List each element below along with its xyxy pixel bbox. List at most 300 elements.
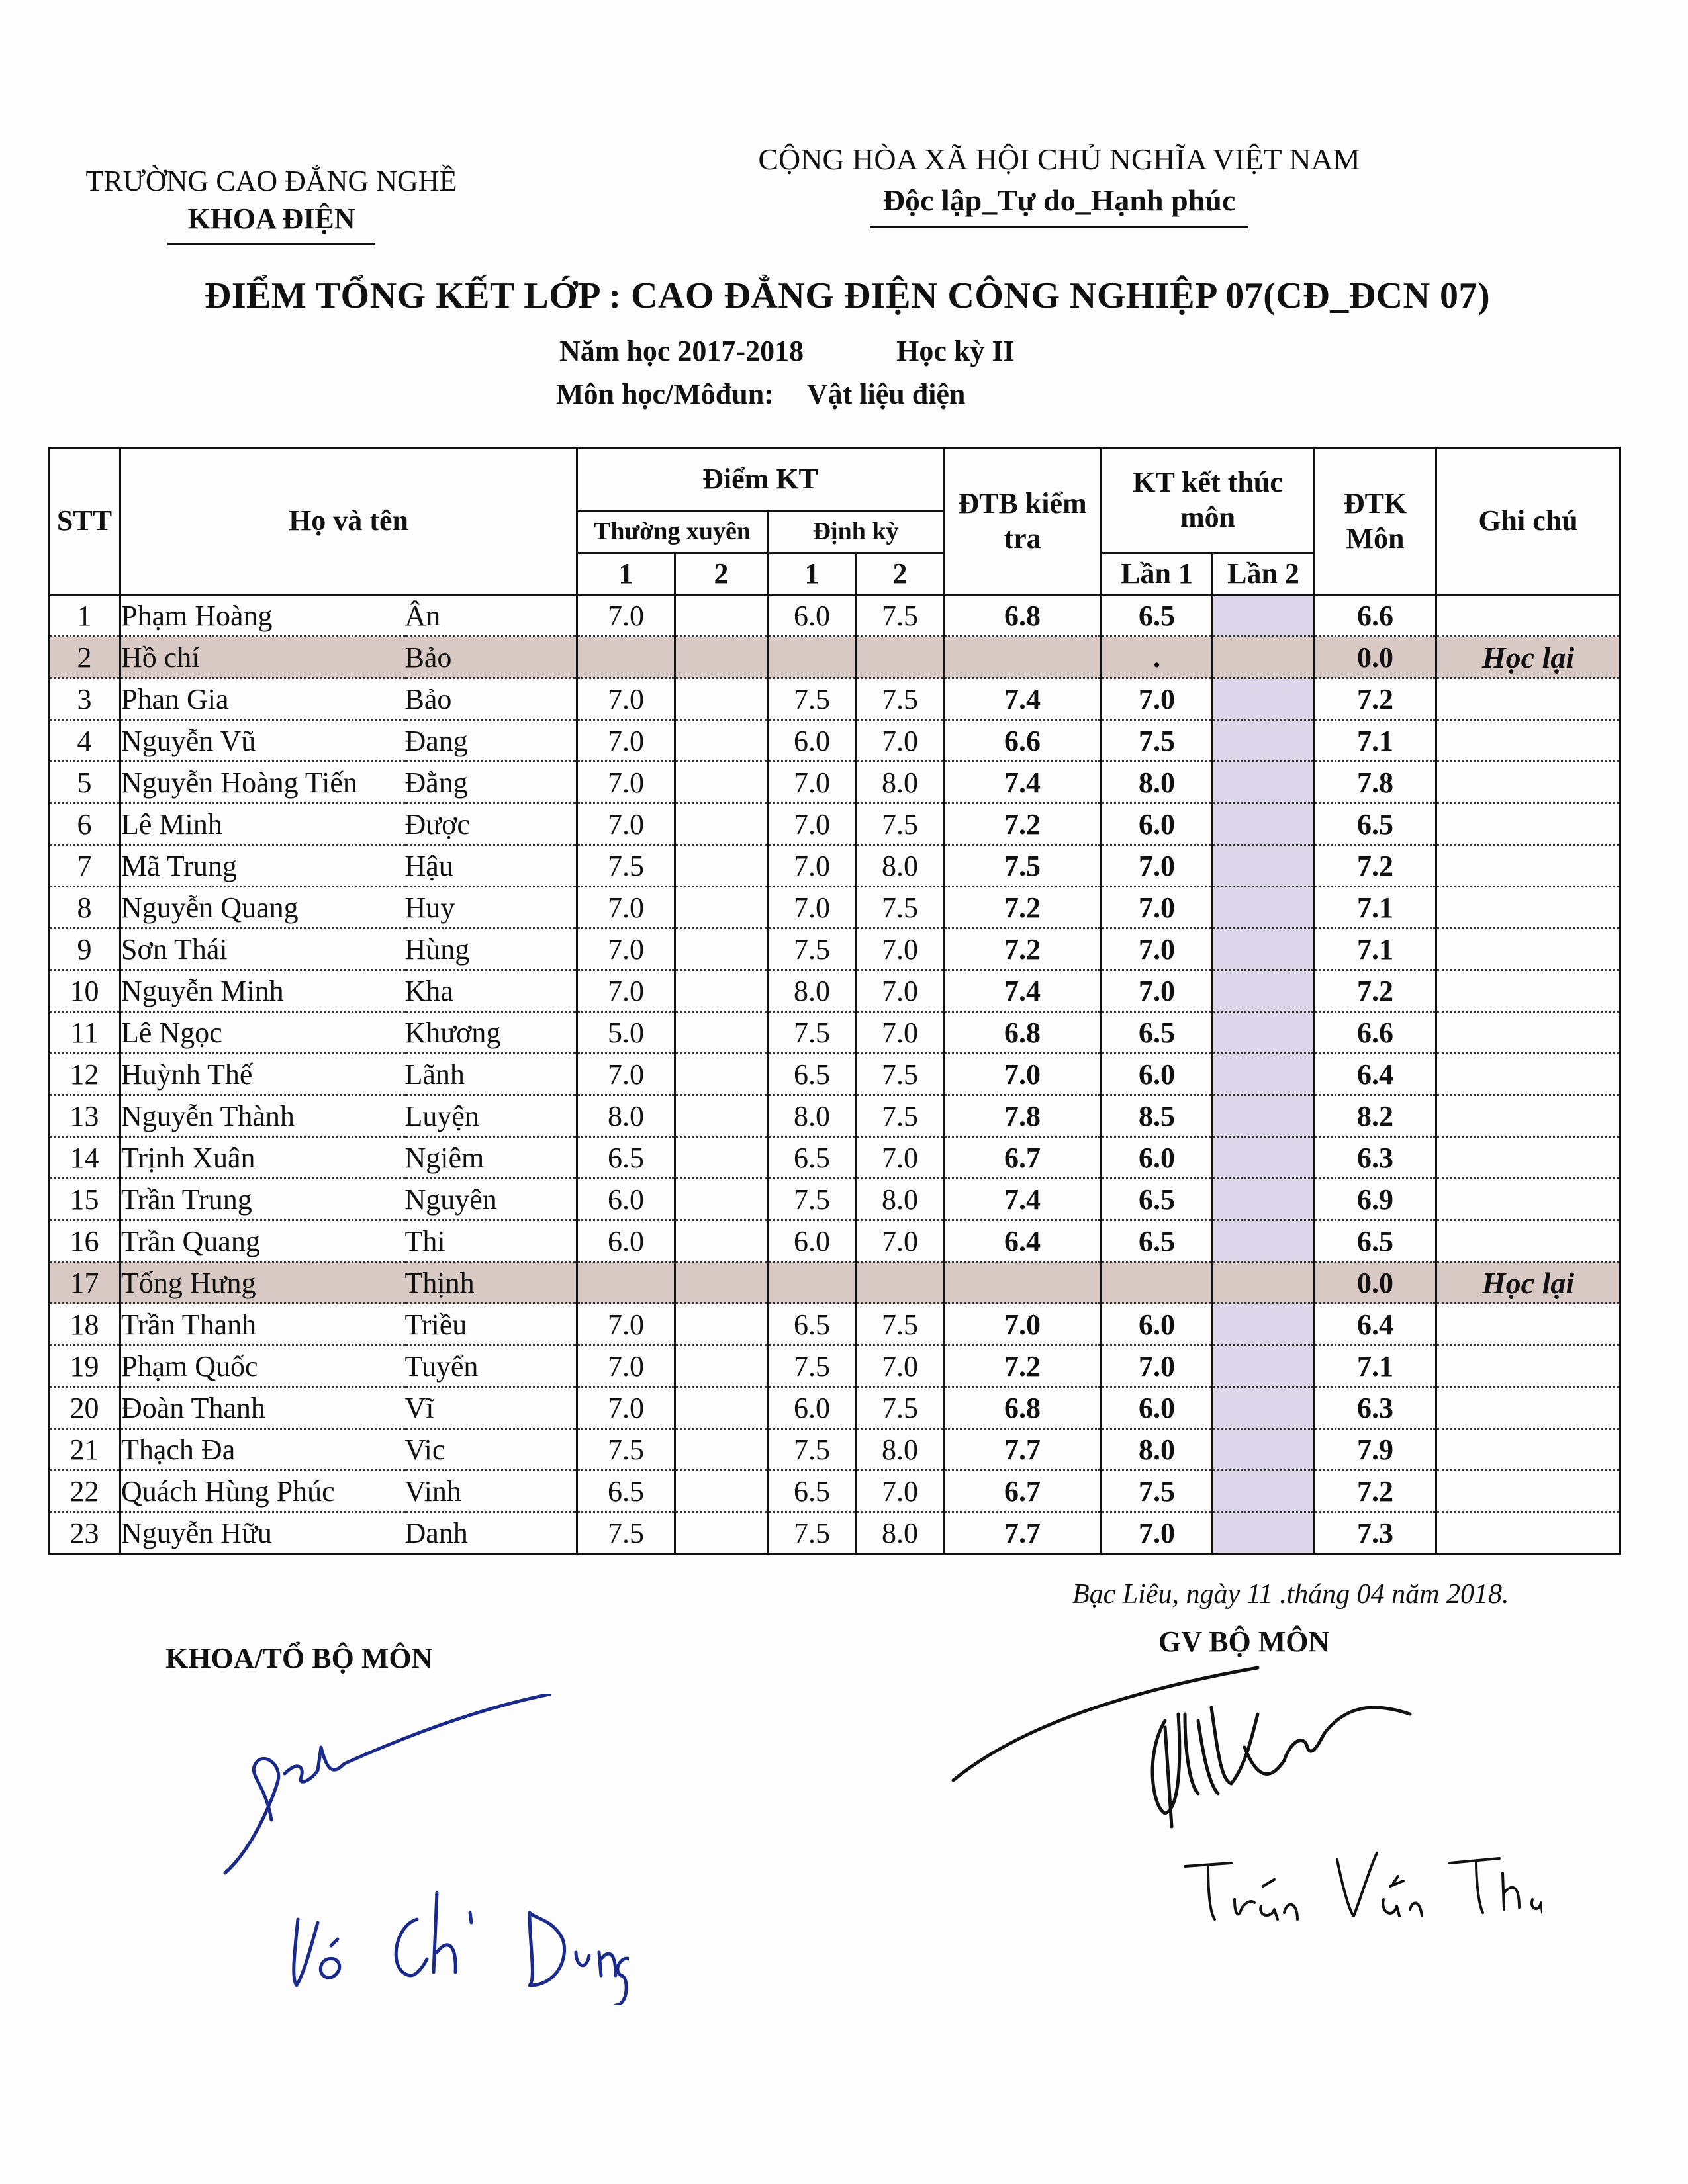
cell-first-name: Ngiêm <box>405 1137 577 1179</box>
cell-lan1: 7.5 <box>1102 720 1213 762</box>
cell-note <box>1436 1220 1620 1262</box>
cell-lan1: 7.0 <box>1102 845 1213 887</box>
cell-lan1: 8.5 <box>1102 1095 1213 1137</box>
cell-tx2 <box>675 970 768 1012</box>
cell-dtk: 7.1 <box>1315 887 1436 929</box>
cell-stt: 9 <box>49 929 120 970</box>
cell-last-name: Phan Gia <box>120 678 405 720</box>
cell-lan1: 6.5 <box>1102 1220 1213 1262</box>
header-stt: STT <box>49 448 120 595</box>
cell-first-name: Huy <box>405 887 577 929</box>
cell-first-name: Kha <box>405 970 577 1012</box>
cell-lan1: 8.0 <box>1102 762 1213 803</box>
header-ghi-chu: Ghi chú <box>1436 448 1620 595</box>
cell-last-name: Trần Thanh <box>120 1304 405 1345</box>
school-year: Năm học 2017-2018 <box>559 335 804 367</box>
cell-lan2 <box>1213 1054 1315 1095</box>
cell-stt: 8 <box>49 887 120 929</box>
cell-lan1: 7.0 <box>1102 929 1213 970</box>
cell-tx1: 6.5 <box>577 1137 675 1179</box>
cell-note <box>1436 1137 1620 1179</box>
cell-tx2 <box>675 1471 768 1512</box>
cell-tx1: 7.0 <box>577 1304 675 1345</box>
cell-tx1: 7.5 <box>577 1512 675 1554</box>
cell-lan2 <box>1213 929 1315 970</box>
cell-last-name: Trần Quang <box>120 1220 405 1262</box>
cell-lan2 <box>1213 678 1315 720</box>
cell-dtb: 6.8 <box>944 1387 1102 1429</box>
cell-dk2: 7.5 <box>857 595 944 637</box>
cell-dk2: 7.5 <box>857 887 944 929</box>
cell-tx2 <box>675 929 768 970</box>
cell-dtb: 7.8 <box>944 1095 1102 1137</box>
cell-tx1: 7.0 <box>577 887 675 929</box>
cell-dk2: 7.0 <box>857 929 944 970</box>
cell-dtk: 6.5 <box>1315 803 1436 845</box>
cell-lan2 <box>1213 637 1315 678</box>
cell-dtb: 7.2 <box>944 929 1102 970</box>
cell-dk2: 7.0 <box>857 1345 944 1387</box>
cell-dtb <box>944 637 1102 678</box>
cell-dtk: 7.2 <box>1315 970 1436 1012</box>
cell-dtb: 7.5 <box>944 845 1102 887</box>
cell-first-name: Ân <box>405 595 577 637</box>
table-row <box>49 1304 1620 1345</box>
cell-dtk: 7.2 <box>1315 845 1436 887</box>
cell-tx1: 6.0 <box>577 1179 675 1220</box>
cell-last-name: Nguyễn Quang <box>120 887 405 929</box>
cell-first-name: Đang <box>405 720 577 762</box>
cell-dtk: 7.3 <box>1315 1512 1436 1554</box>
national-header <box>688 139 1430 228</box>
cell-dk1: 6.0 <box>768 595 857 637</box>
cell-first-name: Thi <box>405 1220 577 1262</box>
cell-tx1: 7.0 <box>577 1345 675 1387</box>
cell-tx1: 7.0 <box>577 595 675 637</box>
cell-tx1: 7.0 <box>577 762 675 803</box>
cell-dtb: 7.2 <box>944 1345 1102 1387</box>
cell-dtk: 7.1 <box>1315 929 1436 970</box>
cell-last-name: Quách Hùng Phúc <box>120 1471 405 1512</box>
cell-stt: 14 <box>49 1137 120 1179</box>
cell-dk1: 8.0 <box>768 970 857 1012</box>
cell-lan1: 8.0 <box>1102 1429 1213 1471</box>
national-motto: Độc lập_Tự do_Hạnh phúc <box>870 180 1248 228</box>
table-row <box>49 1345 1620 1387</box>
cell-dtk: 7.1 <box>1315 720 1436 762</box>
cell-dtk: 7.2 <box>1315 1471 1436 1512</box>
cell-tx1: 7.0 <box>577 678 675 720</box>
cell-dtb: 6.8 <box>944 595 1102 637</box>
cell-tx1: 5.0 <box>577 1012 675 1054</box>
cell-stt: 19 <box>49 1345 120 1387</box>
header-thuong-xuyen: Thường xuyên <box>577 512 768 553</box>
cell-lan2 <box>1213 1387 1315 1429</box>
cell-last-name: Phạm Quốc <box>120 1345 405 1387</box>
cell-dtb: 7.0 <box>944 1054 1102 1095</box>
cell-first-name: Nguyên <box>405 1179 577 1220</box>
cell-dk2: 7.0 <box>857 1012 944 1054</box>
table-row <box>49 1262 1620 1304</box>
cell-tx2 <box>675 1262 768 1304</box>
cell-first-name: Đằng <box>405 762 577 803</box>
cell-dk1: 7.5 <box>768 1429 857 1471</box>
semester: Học kỳ II <box>896 335 1015 367</box>
cell-tx2 <box>675 803 768 845</box>
cell-last-name: Huỳnh Thế <box>120 1054 405 1095</box>
cell-last-name: Nguyễn Hoàng Tiến <box>120 762 405 803</box>
cell-note <box>1436 1095 1620 1137</box>
cell-tx1: 6.0 <box>577 1220 675 1262</box>
department-name: KHOA ĐIỆN <box>167 200 375 245</box>
grades-table <box>48 447 1621 1555</box>
cell-note <box>1436 678 1620 720</box>
left-signer-title: KHOA/TỔ BỘ MÔN <box>165 1642 433 1674</box>
table-body <box>49 595 1620 1554</box>
header-name: Họ và tên <box>120 448 577 595</box>
cell-note <box>1436 1429 1620 1471</box>
header-lan-2: Lần 2 <box>1213 553 1315 595</box>
cell-dk1: 6.0 <box>768 720 857 762</box>
cell-lan1: 6.5 <box>1102 595 1213 637</box>
cell-dk2: 7.0 <box>857 1137 944 1179</box>
cell-lan2 <box>1213 1179 1315 1220</box>
cell-first-name: Được <box>405 803 577 845</box>
right-signer-title: GV BỘ MÔN <box>1158 1625 1330 1658</box>
cell-lan1 <box>1102 1262 1213 1304</box>
cell-dk1: 6.5 <box>768 1137 857 1179</box>
cell-dtk: 6.5 <box>1315 1220 1436 1262</box>
cell-dk1: 7.0 <box>768 803 857 845</box>
cell-tx2 <box>675 678 768 720</box>
cell-dtb: 7.4 <box>944 762 1102 803</box>
cell-dk1: 6.5 <box>768 1054 857 1095</box>
document-title: ĐIỂM TỔNG KẾT LỚP : CAO ĐẲNG ĐIỆN CÔNG NGHIỆP 07(CĐ_ĐCN 07) <box>204 275 1491 316</box>
cell-note <box>1436 1304 1620 1345</box>
cell-stt: 17 <box>49 1262 120 1304</box>
cell-dk1: 7.5 <box>768 678 857 720</box>
cell-stt: 1 <box>49 595 120 637</box>
cell-dtk: 6.6 <box>1315 595 1436 637</box>
cell-tx1 <box>577 1262 675 1304</box>
place-date: Bạc Liêu, ngày 11 .tháng 04 năm 2018. <box>1072 1579 1509 1610</box>
cell-note <box>1436 887 1620 929</box>
cell-dk1: 7.5 <box>768 1345 857 1387</box>
cell-dk1: 7.5 <box>768 1179 857 1220</box>
cell-lan1: 7.0 <box>1102 678 1213 720</box>
cell-tx2 <box>675 1512 768 1554</box>
cell-stt: 4 <box>49 720 120 762</box>
cell-first-name: Vic <box>405 1429 577 1471</box>
cell-stt: 23 <box>49 1512 120 1554</box>
cell-dtb: 6.4 <box>944 1220 1102 1262</box>
cell-dk1: 7.5 <box>768 929 857 970</box>
cell-lan1: 6.0 <box>1102 803 1213 845</box>
cell-lan1: . <box>1102 637 1213 678</box>
cell-lan1: 7.5 <box>1102 1471 1213 1512</box>
cell-note <box>1436 720 1620 762</box>
cell-lan1: 6.0 <box>1102 1387 1213 1429</box>
cell-dk2: 7.5 <box>857 678 944 720</box>
cell-dk1: 7.0 <box>768 845 857 887</box>
cell-note: Học lại <box>1436 1262 1620 1304</box>
cell-note <box>1436 1512 1620 1554</box>
cell-lan1: 6.0 <box>1102 1304 1213 1345</box>
cell-dtk: 6.3 <box>1315 1137 1436 1179</box>
cell-last-name: Đoàn Thanh <box>120 1387 405 1429</box>
header-kt-ket-thuc: KT kết thúc môn <box>1102 448 1315 553</box>
cell-tx2 <box>675 887 768 929</box>
cell-tx2 <box>675 1429 768 1471</box>
cell-tx2 <box>675 1304 768 1345</box>
table-row <box>49 1137 1620 1179</box>
cell-tx2 <box>675 1095 768 1137</box>
cell-tx1: 7.5 <box>577 1429 675 1471</box>
cell-dtb: 6.7 <box>944 1137 1102 1179</box>
cell-note <box>1436 929 1620 970</box>
cell-dk2: 7.0 <box>857 1471 944 1512</box>
cell-lan2 <box>1213 970 1315 1012</box>
header-dtb: ĐTB kiểm tra <box>944 448 1102 595</box>
cell-dtk: 6.4 <box>1315 1304 1436 1345</box>
table-row <box>49 762 1620 803</box>
header-dk-2: 2 <box>857 553 944 595</box>
table-row <box>49 929 1620 970</box>
cell-last-name: Nguyễn Hữu <box>120 1512 405 1554</box>
cell-dk2: 8.0 <box>857 762 944 803</box>
subject-name: Vật liệu điện <box>806 378 966 410</box>
table-row <box>49 1512 1620 1554</box>
table-header <box>49 448 1620 595</box>
cell-tx1: 7.0 <box>577 1054 675 1095</box>
header-diem-kt: Điểm KT <box>577 448 944 512</box>
cell-last-name: Mã Trung <box>120 845 405 887</box>
cell-dk1: 6.0 <box>768 1387 857 1429</box>
cell-dk1: 6.5 <box>768 1304 857 1345</box>
cell-dtb <box>944 1262 1102 1304</box>
cell-dk1: 7.0 <box>768 762 857 803</box>
cell-lan1: 6.5 <box>1102 1012 1213 1054</box>
table-row <box>49 637 1620 678</box>
cell-tx2 <box>675 845 768 887</box>
cell-dk2: 7.5 <box>857 1304 944 1345</box>
cell-note <box>1436 1345 1620 1387</box>
table-row <box>49 1012 1620 1054</box>
cell-note <box>1436 762 1620 803</box>
cell-first-name: Khương <box>405 1012 577 1054</box>
cell-dtb: 6.8 <box>944 1012 1102 1054</box>
cell-first-name: Vinh <box>405 1471 577 1512</box>
cell-stt: 22 <box>49 1471 120 1512</box>
cell-note: Học lại <box>1436 637 1620 678</box>
cell-last-name: Sơn Thái <box>120 929 405 970</box>
term-info <box>559 334 1015 368</box>
cell-stt: 5 <box>49 762 120 803</box>
cell-first-name: Tuyển <box>405 1345 577 1387</box>
cell-note <box>1436 1054 1620 1095</box>
cell-dtb: 7.2 <box>944 803 1102 845</box>
cell-note <box>1436 803 1620 845</box>
cell-first-name: Vĩ <box>405 1387 577 1429</box>
cell-dk2: 7.0 <box>857 1220 944 1262</box>
table-row <box>49 595 1620 637</box>
cell-lan1: 7.0 <box>1102 1512 1213 1554</box>
cell-tx2 <box>675 637 768 678</box>
cell-dtk: 0.0 <box>1315 1262 1436 1304</box>
cell-tx2 <box>675 1179 768 1220</box>
cell-last-name: Lê Ngọc <box>120 1012 405 1054</box>
cell-dk2: 7.5 <box>857 1054 944 1095</box>
cell-last-name: Phạm Hoàng <box>120 595 405 637</box>
cell-last-name: Tống Hưng <box>120 1262 405 1304</box>
cell-lan2 <box>1213 1304 1315 1345</box>
cell-dk2: 8.0 <box>857 1512 944 1554</box>
cell-stt: 10 <box>49 970 120 1012</box>
cell-note <box>1436 1012 1620 1054</box>
cell-tx2 <box>675 1054 768 1095</box>
cell-lan2 <box>1213 845 1315 887</box>
table-row <box>49 1220 1620 1262</box>
cell-dk2: 8.0 <box>857 1179 944 1220</box>
cell-dtb: 7.2 <box>944 887 1102 929</box>
cell-note <box>1436 970 1620 1012</box>
cell-last-name: Hồ chí <box>120 637 405 678</box>
cell-dtb: 7.0 <box>944 1304 1102 1345</box>
cell-dtb: 7.7 <box>944 1429 1102 1471</box>
cell-stt: 6 <box>49 803 120 845</box>
cell-tx2 <box>675 1345 768 1387</box>
cell-dk2: 8.0 <box>857 1429 944 1471</box>
cell-stt: 11 <box>49 1012 120 1054</box>
table-row <box>49 845 1620 887</box>
table-row <box>49 1471 1620 1512</box>
cell-last-name: Nguyễn Minh <box>120 970 405 1012</box>
cell-dtb: 7.4 <box>944 678 1102 720</box>
cell-tx1: 7.0 <box>577 1387 675 1429</box>
cell-last-name: Nguyễn Thành <box>120 1095 405 1137</box>
subject-label: Môn học/Môđun: <box>556 378 774 410</box>
cell-dtb: 7.4 <box>944 1179 1102 1220</box>
cell-dtk: 6.9 <box>1315 1179 1436 1220</box>
cell-dk2: 7.5 <box>857 1387 944 1429</box>
cell-tx1: 6.5 <box>577 1471 675 1512</box>
cell-lan1: 7.0 <box>1102 1345 1213 1387</box>
cell-lan2 <box>1213 1512 1315 1554</box>
cell-tx2 <box>675 720 768 762</box>
cell-stt: 16 <box>49 1220 120 1262</box>
header-tx-1: 1 <box>577 553 675 595</box>
cell-tx2 <box>675 1387 768 1429</box>
cell-lan2 <box>1213 1429 1315 1471</box>
cell-lan1: 6.0 <box>1102 1054 1213 1095</box>
cell-lan2 <box>1213 595 1315 637</box>
cell-first-name: Lãnh <box>405 1054 577 1095</box>
cell-note <box>1436 595 1620 637</box>
header-dk-1: 1 <box>768 553 857 595</box>
cell-tx1: 7.0 <box>577 803 675 845</box>
cell-tx2 <box>675 762 768 803</box>
cell-dk2: 7.5 <box>857 803 944 845</box>
cell-tx1 <box>577 637 675 678</box>
cell-tx1: 7.5 <box>577 845 675 887</box>
cell-dtk: 0.0 <box>1315 637 1436 678</box>
cell-dk2: 7.0 <box>857 970 944 1012</box>
cell-dk1: 6.5 <box>768 1471 857 1512</box>
cell-note <box>1436 1387 1620 1429</box>
cell-dk1 <box>768 1262 857 1304</box>
school-name: TRƯỜNG CAO ĐẲNG NGHỀ <box>85 165 457 197</box>
cell-last-name: Lê Minh <box>120 803 405 845</box>
cell-tx1: 7.0 <box>577 929 675 970</box>
cell-dk2 <box>857 637 944 678</box>
table-row <box>49 1095 1620 1137</box>
cell-lan2 <box>1213 887 1315 929</box>
cell-note <box>1436 1471 1620 1512</box>
cell-tx2 <box>675 1012 768 1054</box>
cell-lan2 <box>1213 1137 1315 1179</box>
cell-stt: 13 <box>49 1095 120 1137</box>
cell-lan2 <box>1213 1012 1315 1054</box>
cell-lan1: 7.0 <box>1102 887 1213 929</box>
table-row <box>49 970 1620 1012</box>
cell-dtb: 7.7 <box>944 1512 1102 1554</box>
cell-dtk: 6.4 <box>1315 1054 1436 1095</box>
cell-lan2 <box>1213 803 1315 845</box>
header-lan-1: Lần 1 <box>1102 553 1213 595</box>
cell-dtk: 7.1 <box>1315 1345 1436 1387</box>
cell-stt: 2 <box>49 637 120 678</box>
cell-lan2 <box>1213 720 1315 762</box>
cell-lan1: 7.0 <box>1102 970 1213 1012</box>
cell-last-name: Nguyễn Vũ <box>120 720 405 762</box>
table-row <box>49 1429 1620 1471</box>
cell-stt: 21 <box>49 1429 120 1471</box>
cell-dk2: 8.0 <box>857 845 944 887</box>
cell-stt: 15 <box>49 1179 120 1220</box>
cell-first-name: Hậu <box>405 845 577 887</box>
cell-stt: 3 <box>49 678 120 720</box>
cell-stt: 7 <box>49 845 120 887</box>
cell-first-name: Thịnh <box>405 1262 577 1304</box>
table-row <box>49 887 1620 929</box>
cell-last-name: Trần Trung <box>120 1179 405 1220</box>
table-row <box>49 1054 1620 1095</box>
cell-dk2: 7.5 <box>857 1095 944 1137</box>
cell-dtb: 6.6 <box>944 720 1102 762</box>
subject-info <box>556 377 965 411</box>
cell-stt: 18 <box>49 1304 120 1345</box>
cell-lan2 <box>1213 1345 1315 1387</box>
cell-last-name: Trịnh Xuân <box>120 1137 405 1179</box>
table-row <box>49 720 1620 762</box>
cell-tx1: 8.0 <box>577 1095 675 1137</box>
cell-dtk: 7.8 <box>1315 762 1436 803</box>
cell-dtk: 8.2 <box>1315 1095 1436 1137</box>
cell-first-name: Triều <box>405 1304 577 1345</box>
cell-first-name: Luyện <box>405 1095 577 1137</box>
cell-tx2 <box>675 595 768 637</box>
cell-tx1: 7.0 <box>577 970 675 1012</box>
cell-lan2 <box>1213 1220 1315 1262</box>
cell-first-name: Hùng <box>405 929 577 970</box>
cell-lan2 <box>1213 1262 1315 1304</box>
cell-lan2 <box>1213 762 1315 803</box>
header-tx-2: 2 <box>675 553 768 595</box>
table-row <box>49 678 1620 720</box>
cell-dk1: 6.0 <box>768 1220 857 1262</box>
cell-lan1: 6.0 <box>1102 1137 1213 1179</box>
cell-dtk: 6.3 <box>1315 1387 1436 1429</box>
